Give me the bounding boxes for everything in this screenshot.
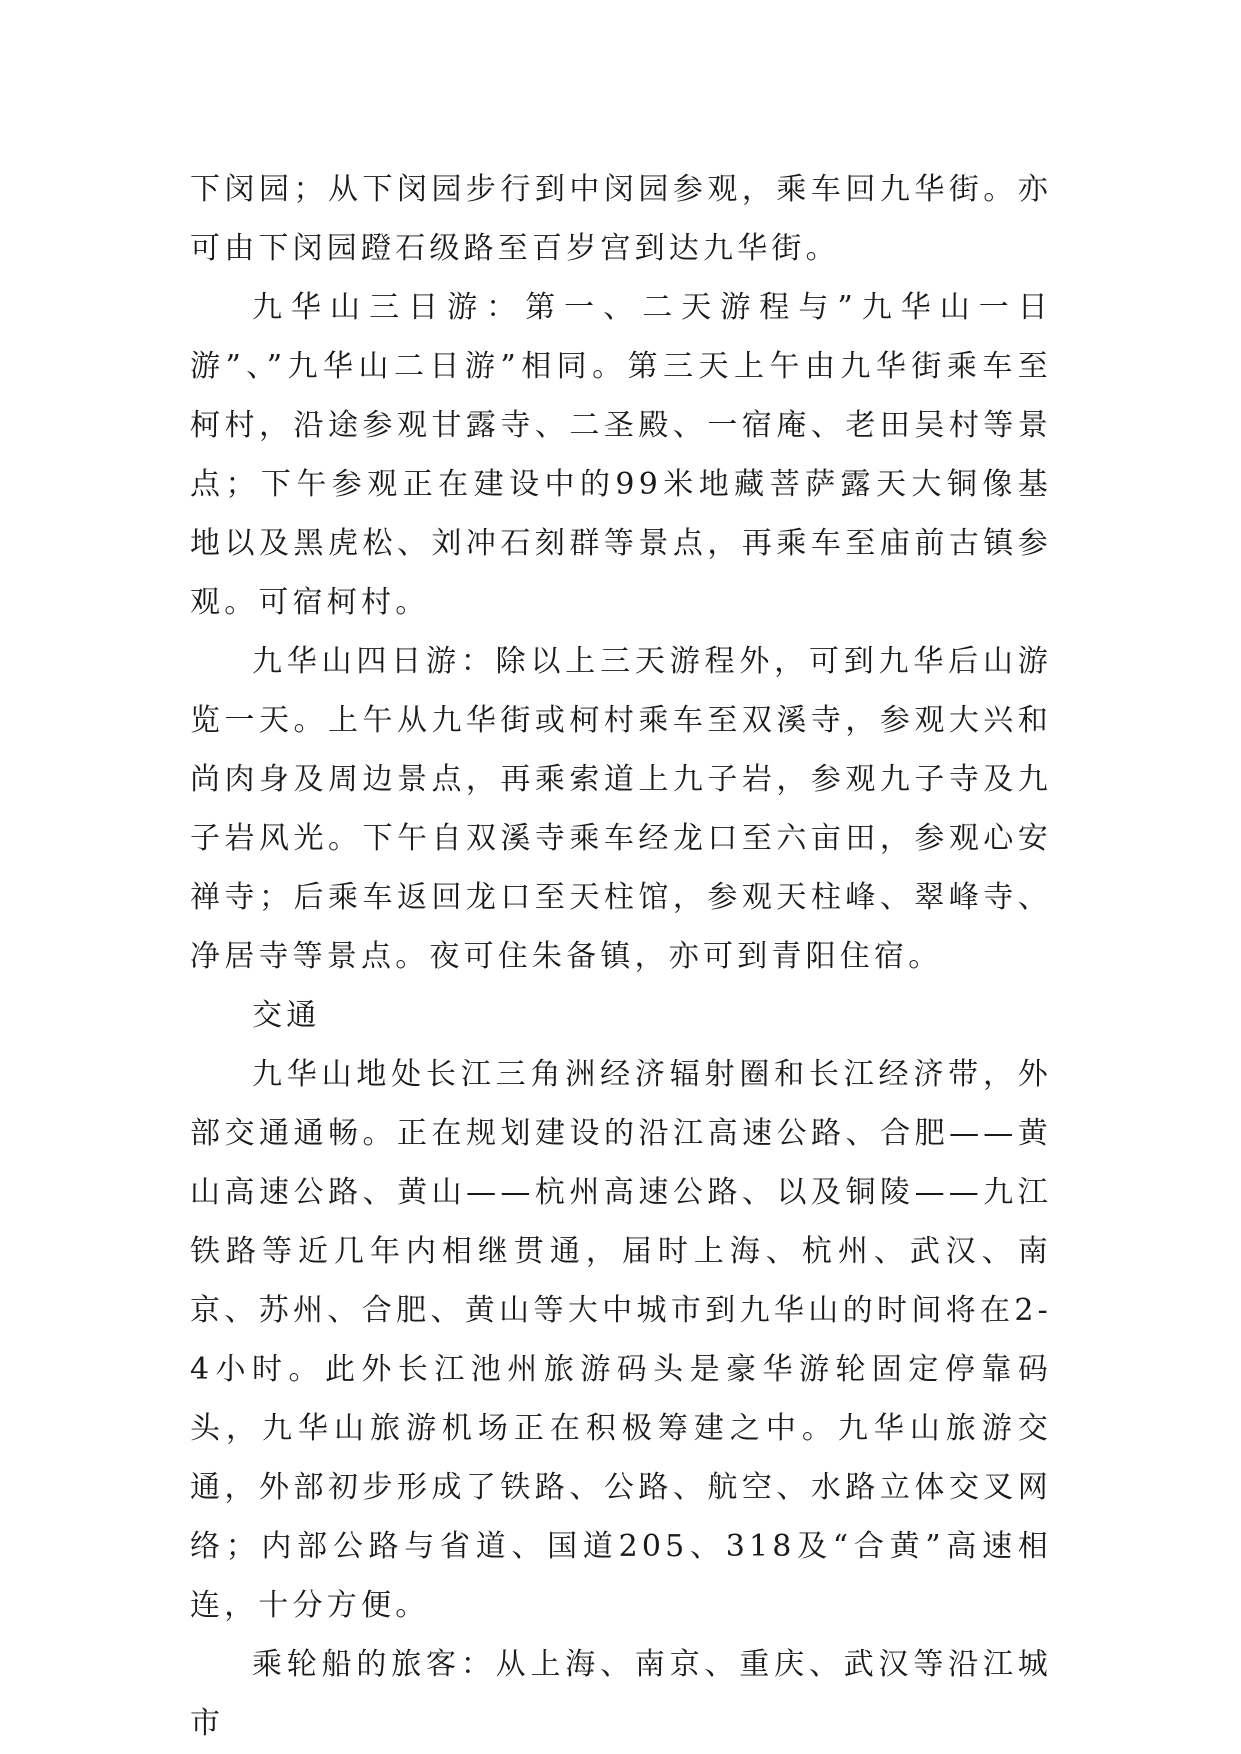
paragraph-itinerary-continuation: 下闵园；从下闵园步行到中闵园参观，乘车回九华街。亦可由下闵园蹬石级路至百岁宫到达九华街。: [190, 172, 1052, 266]
document-body: [190, 160, 1052, 1753]
section-heading-transport: 交通: [252, 998, 321, 1033]
paragraph-three-day-tour: 九华山三日游：第一、二天游程与”九华山一日游”、”九华山二日游”相同。第三天上午由九华街乘车至柯村，沿途参观甘露寺、二圣殿、一宿庵、老田吴村等景点；下午参观正在建设中的99米地藏菩萨露天大铜像基地以及黑虎松、刘冲石刻群等景点，再乘车至庙前古镇参观。可宿柯村。: [190, 290, 1052, 620]
paragraph-ship-passengers: 乘轮船的旅客：从上海、南京、重庆、武汉等沿江城市: [190, 1647, 1052, 1741]
paragraph-four-day-tour: 九华山四日游：除以上三天游程外，可到九华后山游览一天。上午从九华街或柯村乘车至双溪寺，参观大兴和尚肉身及周边景点，再乘索道上九子岩，参观九子寺及九子岩风光。下午自双溪寺乘车经龙口至六亩田，参观心安禅寺；后乘车返回龙口至天柱馆，参观天柱峰、翠峰寺、净居寺等景点。夜可住朱备镇，亦可到青阳住宿。: [190, 644, 1052, 974]
paragraph-transport-overview: 九华山地处长江三角洲经济辐射圈和长江经济带，外部交通通畅。正在规划建设的沿江高速公路、合肥——黄山高速公路、黄山——杭州高速公路、以及铜陵——九江铁路等近几年内相继贯通，届时上海、杭州、武汉、南京、苏州、合肥、黄山等大中城市到九华山的时间将在2-4小时。此外长江池州旅游码头是豪华游轮固定停靠码头，九华山旅游机场正在积极筹建之中。九华山旅游交通，外部初步形成了铁路、公路、航空、水路立体交叉网络；内部公路与省道、国道205、318及“合黄”高速相连，十分方便。: [190, 1057, 1052, 1623]
